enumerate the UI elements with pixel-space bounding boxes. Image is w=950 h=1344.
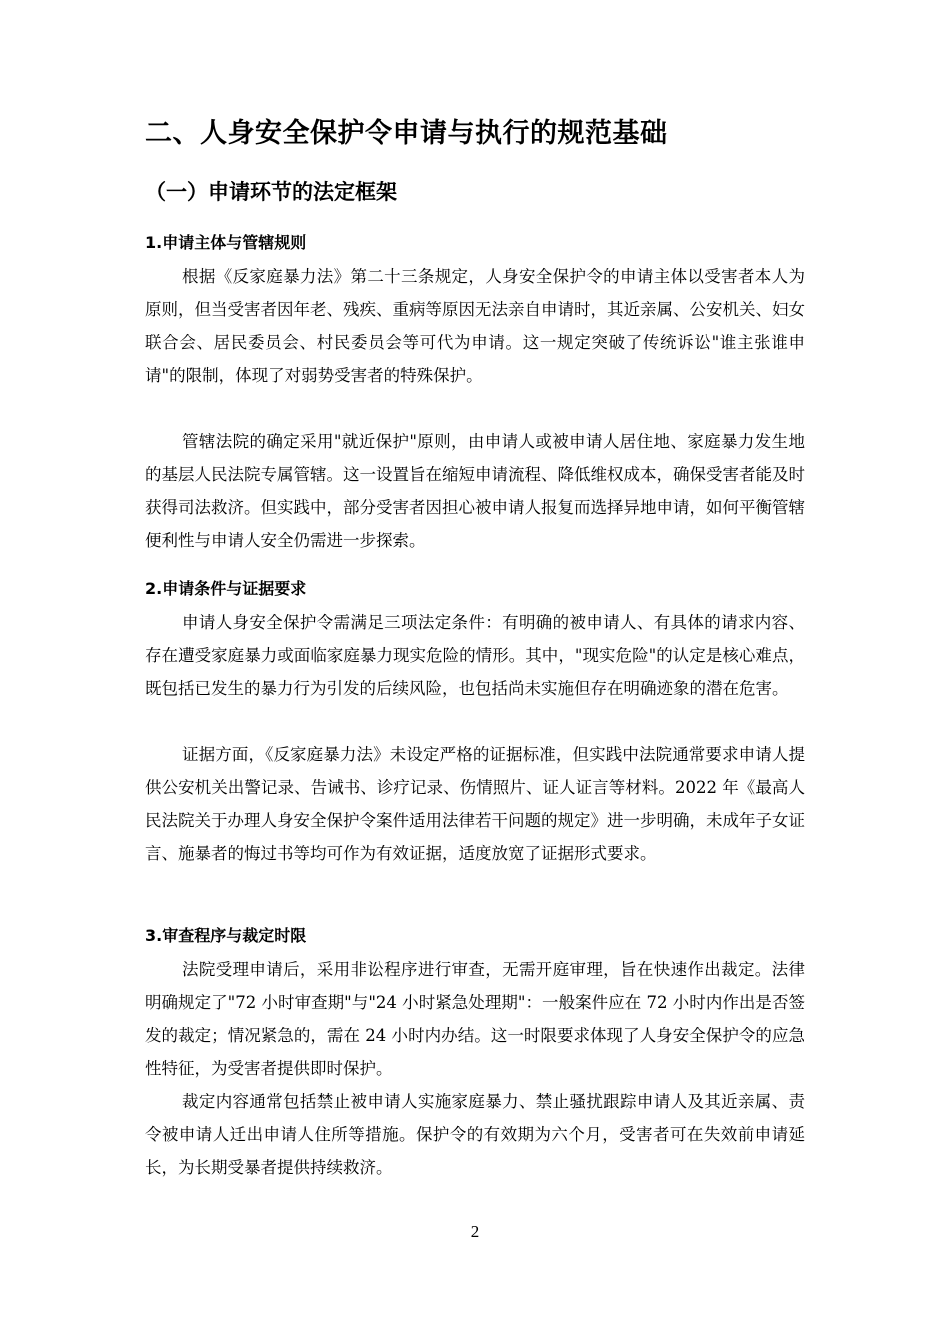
subsection-heading: 2.申请条件与证据要求 <box>145 579 307 598</box>
paragraph: 根据《反家庭暴力法》第二十三条规定，人身安全保护令的申请主体以受害者本人为原则，但当受害者因年老、残疾、重病等原因无法亲自申请时，其近亲属、公安机关、妇女联合会、居民委员会、村民委员会等可代为申请。这一规定突破了传统诉讼"谁主张谁申请"的限制，体现了对弱势受害者的特殊保护。 <box>145 267 805 385</box>
paragraph: 申请人身安全保护令需满足三项法定条件：有明确的被申请人、有具体的请求内容、存在遭受家庭暴力或面临家庭暴力现实危险的情形。其中，"现实危险"的认定是核心难点，既包括已发生的暴力行为引发的后续风险，也包括尚未实施但存在明确迹象的潜在危害。 <box>145 613 805 698</box>
section-title: （一）申请环节的法定框架 <box>145 180 397 204</box>
page-number: 2 <box>470 1222 480 1241</box>
chapter-title: 二、人身安全保护令申请与执行的规范基础 <box>145 118 668 149</box>
subsection-heading: 1.申请主体与管辖规则 <box>145 233 307 252</box>
paragraph: 证据方面，《反家庭暴力法》未设定严格的证据标准，但实践中法院通常要求申请人提供公安机关出警记录、告诫书、诊疗记录、伤情照片、证人证言等材料。2022 年《最高人民法院关于办理人身安全保护令案件适用法律若干问题的规定》进一步明确，未成年子女证言、施暴者的悔过书等均可作为有效证据，适度放宽了证据形式要求。 <box>145 745 805 863</box>
subsection-heading: 3.审查程序与裁定时限 <box>145 926 307 945</box>
paragraph: 管辖法院的确定采用"就近保护"原则，由申请人或被申请人居住地、家庭暴力发生地的基层人民法院专属管辖。这一设置旨在缩短申请流程、降低维权成本，确保受害者能及时获得司法救济。但实践中，部分受害者因担心被申请人报复而选择异地申请，如何平衡管辖便利性与申请人安全仍需进一步探索。 <box>145 432 805 550</box>
paragraph: 法院受理申请后，采用非讼程序进行审查，无需开庭审理，旨在快速作出裁定。法律明确规定了"72 小时审查期"与"24 小时紧急处理期"：一般案件应在 72 小时内作出是否签发的裁定；情况紧急的，需在 24 小时内办结。这一时限要求体现了人身安全保护令的应急性特征，为受害者提供即时保护。 <box>145 960 805 1078</box>
paragraph: 裁定内容通常包括禁止被申请人实施家庭暴力、禁止骚扰跟踪申请人及其近亲属、责令被申请人迁出申请人住所等措施。保护令的有效期为六个月，受害者可在失效前申请延长，为长期受暴者提供持续救济。 <box>145 1092 805 1177</box>
